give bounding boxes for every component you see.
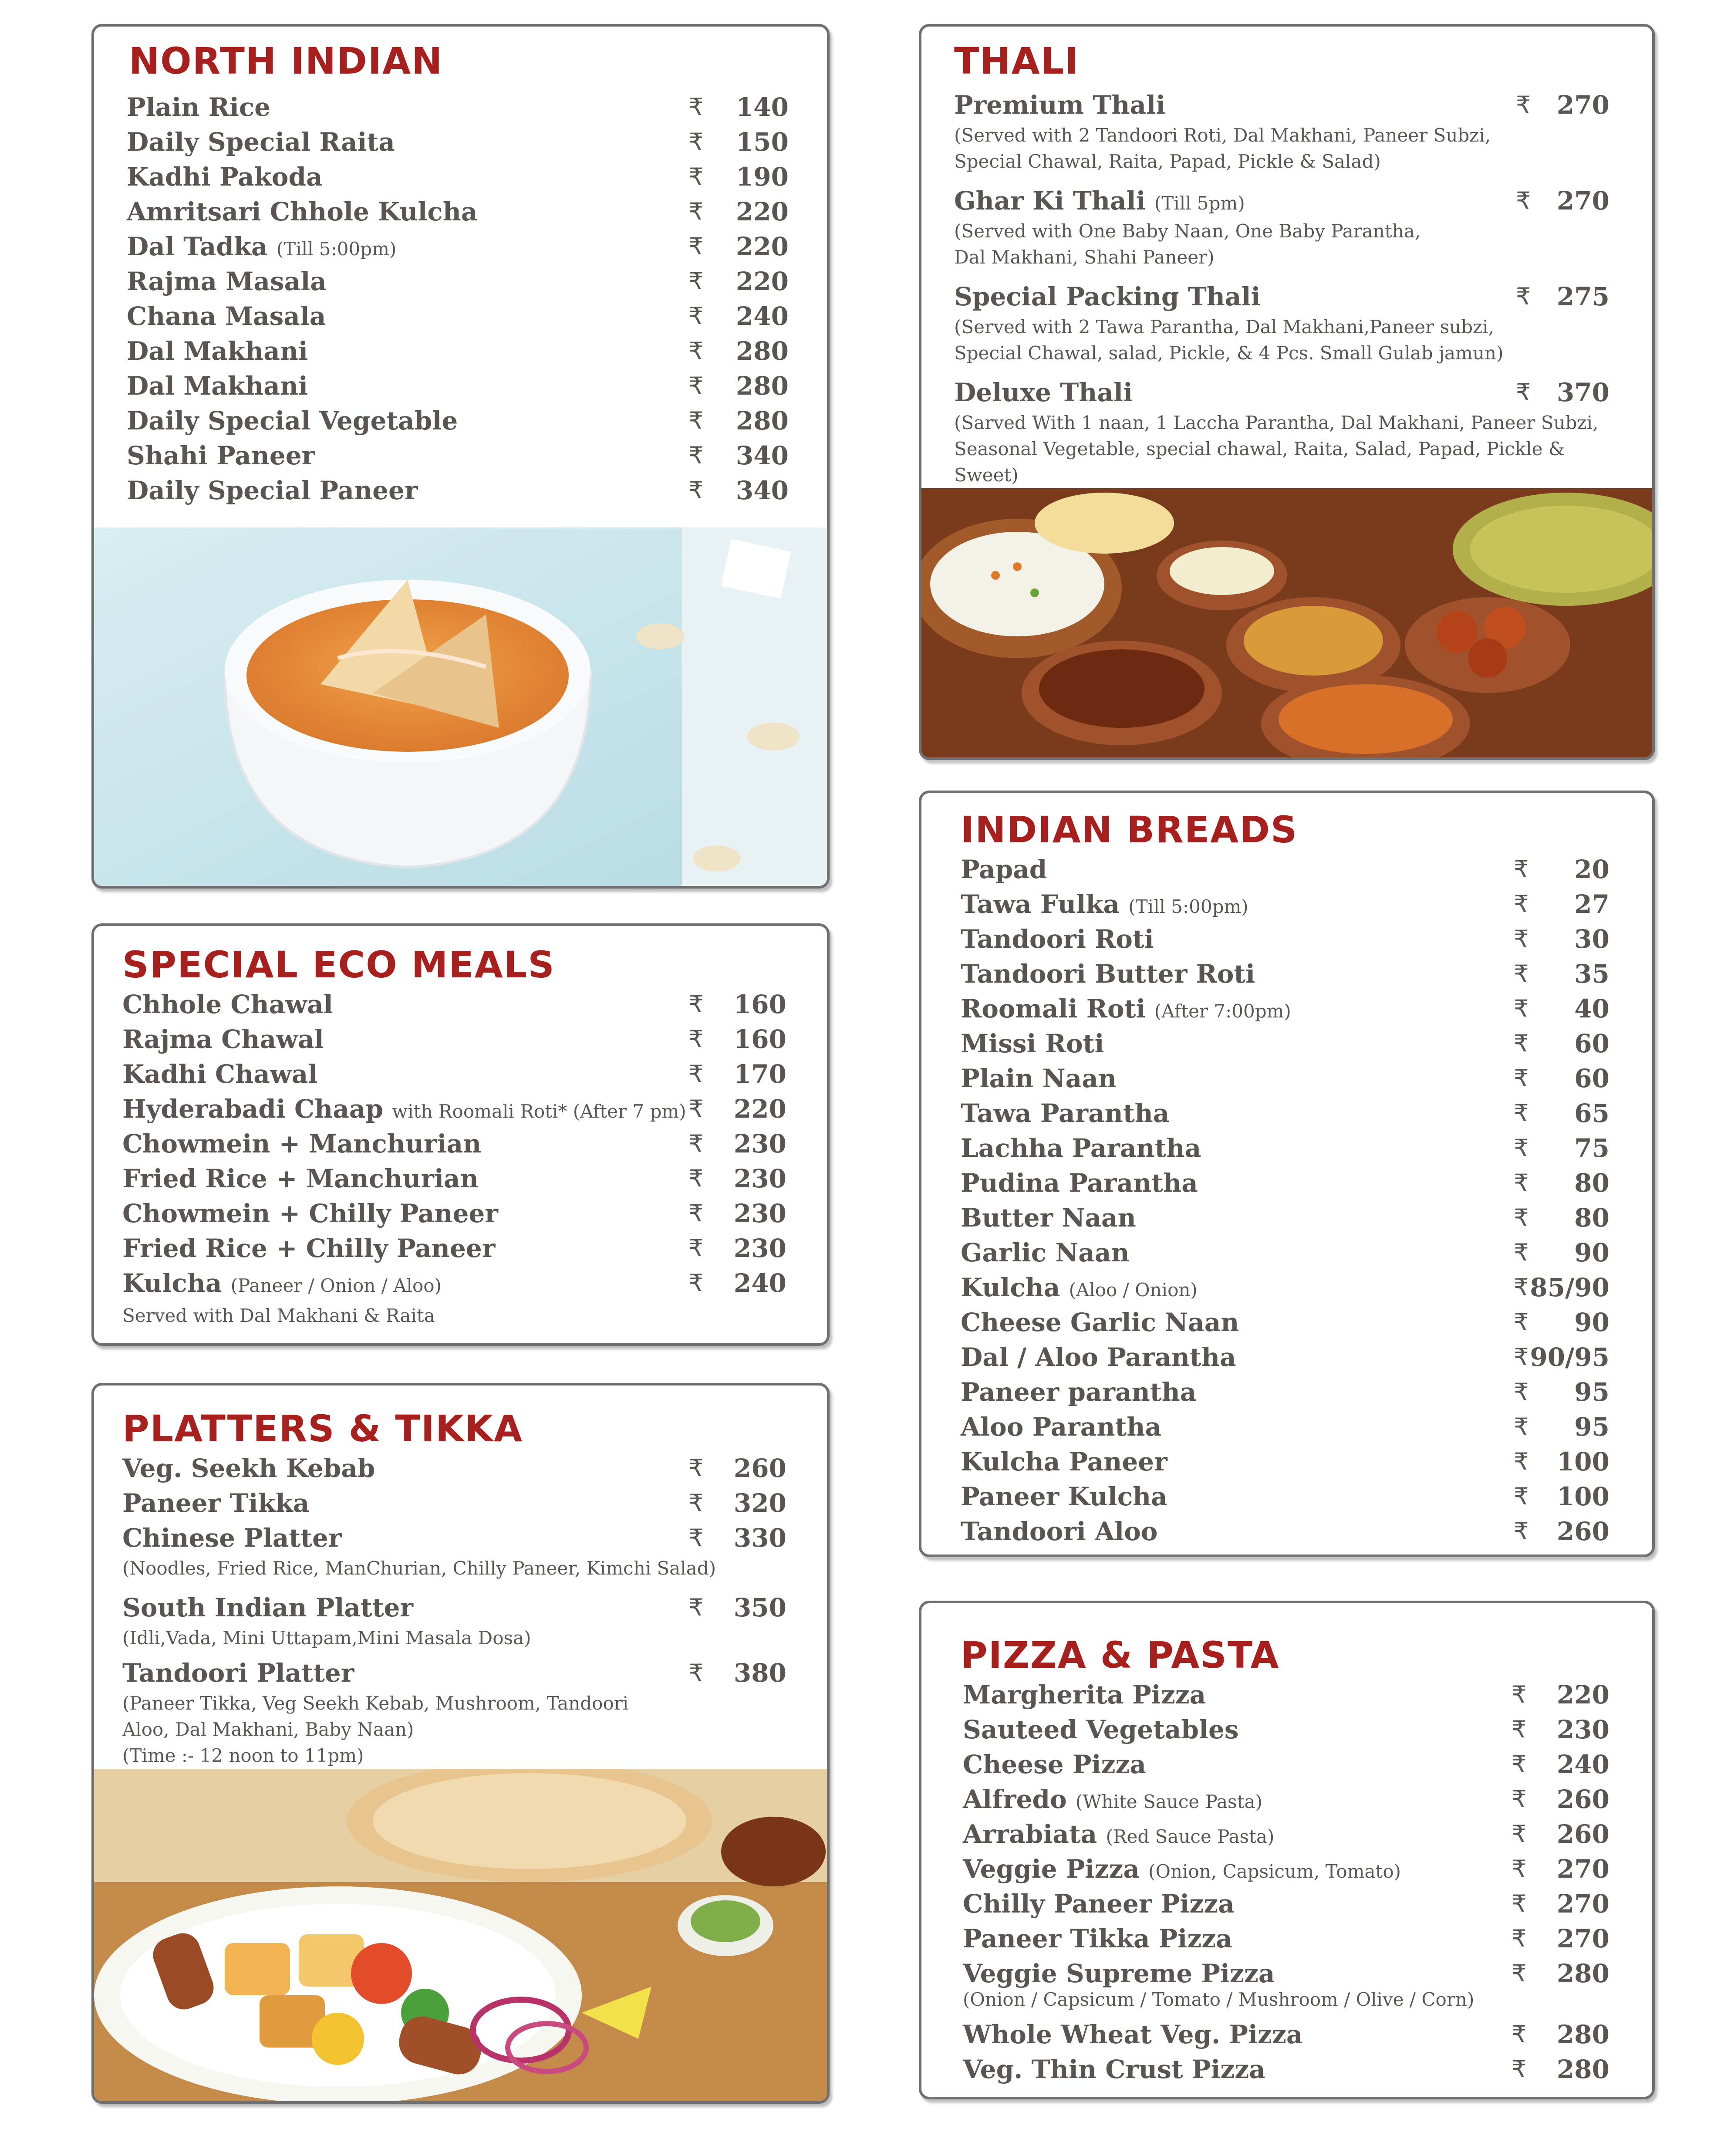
- menu-item: [961, 1514, 1614, 1549]
- item-price: 220: [736, 232, 789, 261]
- item-name: Rajma Chawal: [122, 1024, 324, 1054]
- item-price: 27: [1574, 889, 1609, 919]
- item-description: (Noodles, Fried Rice, ManChurian, Chilly Paneer, Kimchi Salad): [122, 1558, 716, 1579]
- item-price: 280: [1556, 1959, 1609, 1988]
- item-price: 90/95: [1530, 1342, 1609, 1372]
- item-name: Missi Roti: [961, 1029, 1104, 1058]
- item-price: 270: [1556, 1854, 1609, 1884]
- menu-item: [961, 1479, 1614, 1514]
- item-name-text: Dal Tadka: [127, 232, 268, 261]
- item-name: Butter Naan: [961, 1203, 1136, 1233]
- rupee-icon: ₹: [688, 1659, 704, 1686]
- menu-item: [963, 2017, 1616, 2052]
- menu-item: [122, 1196, 802, 1231]
- rupee-icon: ₹: [1514, 1064, 1529, 1092]
- menu-item: [127, 264, 789, 299]
- rupee-icon: ₹: [688, 407, 704, 434]
- item-name: Tandoori Butter Roti: [961, 959, 1255, 989]
- menu-item: [122, 1231, 802, 1266]
- item-price: 280: [736, 336, 789, 366]
- item-description: (Idli,Vada, Mini Uttapam,Mini Masala Dosa): [122, 1627, 531, 1649]
- menu-item: [954, 88, 1633, 122]
- rupee-icon: ₹: [1514, 1239, 1529, 1266]
- rupee-icon: ₹: [1512, 1785, 1527, 1813]
- item-price: 90: [1574, 1308, 1609, 1337]
- rupee-icon: ₹: [1514, 1308, 1529, 1336]
- item-note: (Paneer / Onion / Aloo): [230, 1275, 442, 1296]
- rupee-icon: ₹: [1514, 1099, 1529, 1127]
- item-name: Dal / Aloo Parantha: [961, 1342, 1236, 1372]
- menu-item: [122, 1590, 802, 1625]
- menu-item: [961, 1166, 1614, 1200]
- menu-item: [963, 1782, 1616, 1817]
- rupee-icon: ₹: [1514, 1274, 1529, 1301]
- menu-item: [961, 1235, 1614, 1270]
- item-price: 65: [1574, 1098, 1609, 1128]
- item-price: 240: [733, 1268, 786, 1298]
- thali-panel: [919, 24, 1655, 760]
- item-note: (White Sauce Pasta): [1075, 1791, 1262, 1812]
- item-name: Daily Special Raita: [127, 127, 395, 157]
- item-price: 230: [733, 1233, 786, 1263]
- rupee-icon: ₹: [688, 1454, 704, 1482]
- item-price: 170: [733, 1059, 786, 1089]
- paneer-curry-photo: [94, 527, 827, 886]
- item-price: 75: [1574, 1133, 1609, 1163]
- menu-item: [963, 1712, 1616, 1747]
- item-name: Tandoori Platter: [122, 1658, 354, 1688]
- menu-item: [961, 956, 1614, 991]
- menu-item: [961, 1375, 1614, 1409]
- menu-item: [127, 90, 789, 125]
- item-price: 60: [1574, 1064, 1609, 1093]
- item-price: 160: [733, 990, 786, 1019]
- north-indian-items: [127, 90, 789, 508]
- item-name: Fried Rice + Manchurian: [122, 1164, 479, 1193]
- item-name: Kadhi Pakoda: [127, 162, 323, 192]
- rupee-icon: ₹: [1514, 1134, 1529, 1162]
- item-name: Rajma Masala: [127, 267, 327, 296]
- item-note: with Roomali Roti* (After 7 pm): [392, 1101, 686, 1122]
- item-price: 270: [1556, 1924, 1609, 1953]
- menu-item: [961, 1131, 1614, 1166]
- item-name: Tandoori Aloo: [961, 1517, 1158, 1546]
- item-name: Whole Wheat Veg. Pizza: [963, 2020, 1303, 2049]
- item-name: Plain Rice: [127, 92, 271, 122]
- item-name: Veg. Thin Crust Pizza: [963, 2055, 1265, 2084]
- menu-item: [122, 1092, 802, 1126]
- indian-breads-items: [961, 852, 1614, 1549]
- menu-item: [963, 1921, 1616, 1956]
- item-name-text: Kulcha: [122, 1268, 222, 1298]
- item-name-text: Roomali Roti: [961, 994, 1146, 1024]
- item-price: 80: [1574, 1168, 1609, 1198]
- item-name: Veg. Seekh Kebab: [122, 1453, 375, 1483]
- rupee-icon: ₹: [1512, 1890, 1527, 1917]
- item-timing: (Time :- 12 noon to 11pm): [122, 1745, 364, 1766]
- item-note: (Onion, Capsicum, Tomato): [1148, 1861, 1401, 1882]
- menu-item: [127, 438, 789, 473]
- item-description: (Served with 2 Tandoori Roti, Dal Makhani, Paneer Subzi, Special Chawal, Raita, Papad, Pickle & Salad): [954, 125, 1491, 172]
- item-name: [954, 183, 1245, 221]
- item-price: 350: [733, 1593, 786, 1622]
- item-name: Special Packing Thali: [954, 282, 1261, 311]
- item-price: 260: [1556, 1517, 1609, 1546]
- item-name: Paneer Kulcha: [961, 1482, 1167, 1511]
- menu-item: [122, 987, 802, 1022]
- item-description: (Served with 2 Tawa Parantha, Dal Makhani,Paneer subzi, Special Chawal, salad, Pickle, & 4 Pcs. Small Gulab jamun): [954, 316, 1504, 364]
- special-eco-meals-items: [122, 987, 802, 1301]
- item-name: Tandoori Roti: [961, 924, 1154, 954]
- item-name: [963, 1782, 1262, 1819]
- menu-item: [961, 1409, 1614, 1444]
- menu-item: [961, 1270, 1614, 1305]
- rupee-icon: ₹: [1512, 2055, 1527, 2083]
- pizza-pasta-panel: [919, 1601, 1655, 2099]
- item-name: Garlic Naan: [961, 1238, 1130, 1267]
- menu-item: [122, 1022, 802, 1057]
- item-description: (Sarved With 1 naan, 1 Laccha Parantha, Dal Makhani, Paneer Subzi, Seasonal Vegetable, special chawal, Raita, Salad, Papad, Pickle & Sweet): [954, 412, 1599, 486]
- rupee-icon: ₹: [1512, 2021, 1527, 2048]
- menu-item: [127, 229, 789, 264]
- item-name-text: Hyderabadi Chaap: [122, 1094, 384, 1124]
- menu-item: [961, 1200, 1614, 1235]
- rupee-icon: ₹: [688, 1095, 704, 1122]
- rupee-icon: ₹: [1516, 378, 1531, 406]
- menu-item: [963, 1956, 1616, 1991]
- rupee-icon: ₹: [1514, 1030, 1529, 1057]
- rupee-icon: ₹: [1514, 1378, 1529, 1406]
- item-name: Shahi Paneer: [127, 441, 315, 470]
- item-price: 330: [733, 1523, 786, 1553]
- item-name: Kadhi Chawal: [122, 1059, 318, 1089]
- item-name: Tawa Parantha: [961, 1098, 1170, 1128]
- menu-item: [954, 279, 1633, 314]
- item-price: 260: [1556, 1784, 1609, 1814]
- item-price: 240: [736, 301, 789, 331]
- rupee-icon: ₹: [1512, 1681, 1527, 1708]
- rupee-icon: ₹: [688, 1269, 704, 1297]
- rupee-icon: ₹: [1514, 995, 1529, 1022]
- item-price: 280: [736, 406, 789, 436]
- item-name: Plain Naan: [961, 1064, 1117, 1093]
- rupee-icon: ₹: [688, 1025, 704, 1053]
- item-name: Chilly Paneer Pizza: [963, 1889, 1235, 1919]
- rupee-icon: ₹: [688, 302, 704, 330]
- item-name: Paneer parantha: [961, 1377, 1197, 1407]
- item-price: 280: [1556, 2020, 1609, 2049]
- item-note: (Till 5:00pm): [276, 238, 397, 260]
- item-price: 230: [733, 1129, 786, 1159]
- item-name: Chana Masala: [127, 301, 326, 331]
- menu-item: [961, 991, 1614, 1026]
- rupee-icon: ₹: [688, 442, 704, 469]
- platters-tikka-panel: [91, 1383, 830, 2104]
- rupee-icon: ₹: [1514, 1413, 1529, 1440]
- item-price: 85/90: [1530, 1273, 1609, 1302]
- item-price: 280: [1556, 2055, 1609, 2084]
- item-price: 220: [736, 197, 789, 226]
- rupee-icon: ₹: [688, 476, 704, 504]
- item-name: [961, 991, 1291, 1029]
- thali-illustration: [921, 488, 1652, 757]
- menu-item: [963, 2052, 1616, 2087]
- item-price: 260: [1556, 1819, 1609, 1849]
- thali-items: [954, 88, 1633, 488]
- item-price: 100: [1556, 1482, 1609, 1511]
- item-price: 220: [733, 1094, 786, 1124]
- menu-item: [122, 1656, 802, 1690]
- item-price: 370: [1556, 378, 1609, 407]
- item-note: (Till 5pm): [1154, 193, 1245, 214]
- menu-item: [127, 403, 789, 438]
- item-name-text: Kulcha: [961, 1273, 1060, 1302]
- item-price: 140: [736, 92, 789, 122]
- item-name-text: Tawa Fulka: [961, 889, 1120, 919]
- item-name: Chhole Chawal: [122, 990, 333, 1019]
- menu-item: [127, 334, 789, 368]
- pizza-pasta-items: [963, 1677, 1616, 2087]
- item-description: (Onion / Capsicum / Tomato / Mushroom / Olive / Corn): [963, 1989, 1474, 2010]
- menu-item: [122, 1521, 802, 1555]
- item-name: Lachha Parantha: [961, 1133, 1201, 1163]
- rupee-icon: ₹: [688, 1234, 704, 1262]
- item-price: 190: [736, 162, 789, 192]
- item-name: Fried Rice + Chilly Paneer: [122, 1233, 496, 1263]
- rupee-icon: ₹: [1514, 890, 1529, 918]
- rupee-icon: ₹: [688, 233, 704, 260]
- item-price: 150: [736, 127, 789, 157]
- menu-item: [961, 887, 1614, 922]
- item-name: Paneer Tikka Pizza: [963, 1924, 1232, 1953]
- item-name: [122, 1092, 686, 1129]
- item-name: Cheese Garlic Naan: [961, 1308, 1239, 1337]
- tikka-platter-photo: [94, 1769, 827, 2101]
- menu-item: [961, 1061, 1614, 1096]
- rupee-icon: ₹: [688, 372, 704, 399]
- menu-item: [127, 159, 789, 194]
- item-price: 270: [1556, 186, 1609, 216]
- menu-item: [127, 473, 789, 508]
- rupee-icon: ₹: [1514, 960, 1529, 987]
- rupee-icon: ₹: [688, 267, 704, 295]
- rupee-icon: ₹: [1514, 1448, 1529, 1475]
- item-price: 40: [1574, 994, 1609, 1024]
- menu-item: [122, 1486, 802, 1521]
- item-name: [127, 229, 396, 267]
- rupee-icon: ₹: [1512, 1960, 1527, 1987]
- item-name: Kulcha Paneer: [961, 1447, 1167, 1477]
- item-name: Premium Thali: [954, 90, 1166, 120]
- item-price: 260: [733, 1453, 786, 1483]
- rupee-icon: ₹: [688, 198, 704, 225]
- item-price: 95: [1574, 1412, 1609, 1442]
- rupee-icon: ₹: [688, 128, 704, 155]
- item-price: 30: [1574, 924, 1609, 954]
- menu-item: [961, 1026, 1614, 1061]
- rupee-icon: ₹: [1514, 1169, 1529, 1196]
- menu-item: [122, 1057, 802, 1092]
- tikka-platter-illustration: [94, 1769, 827, 2101]
- item-name: Deluxe Thali: [954, 378, 1133, 407]
- rupee-icon: ₹: [688, 1524, 704, 1551]
- item-name-text: Veggie Pizza: [963, 1854, 1140, 1884]
- menu-item: [963, 1747, 1616, 1782]
- item-price: 270: [1556, 1889, 1609, 1919]
- item-price: 280: [736, 371, 789, 401]
- item-description: (Served with One Baby Naan, One Baby Parantha, Dal Makhani, Shahi Paneer): [954, 220, 1421, 268]
- menu-item: [122, 1126, 802, 1161]
- thali-photo: [921, 488, 1652, 757]
- north-indian-title: NORTH INDIAN: [129, 40, 443, 82]
- item-name: [961, 887, 1248, 924]
- rupee-icon: ₹: [1516, 187, 1531, 214]
- item-price: 100: [1556, 1447, 1609, 1477]
- rupee-icon: ₹: [688, 1594, 704, 1621]
- item-name: Sauteed Vegetables: [963, 1715, 1239, 1744]
- item-name-text: Arrabiata: [963, 1819, 1097, 1849]
- pizza-pasta-title: PIZZA & PASTA: [961, 1634, 1280, 1676]
- item-price: 60: [1574, 1029, 1609, 1058]
- menu-item: [122, 1161, 802, 1196]
- menu-item: [963, 1677, 1616, 1712]
- item-name: [122, 1266, 442, 1303]
- menu-item: [122, 1451, 802, 1486]
- indian-breads-title: INDIAN BREADS: [961, 808, 1298, 851]
- item-price: 90: [1574, 1238, 1609, 1267]
- item-name: [963, 1852, 1401, 1889]
- menu-item: [961, 922, 1614, 956]
- rupee-icon: ₹: [688, 1165, 704, 1192]
- rupee-icon: ₹: [1516, 91, 1531, 118]
- menu-item: [127, 299, 789, 334]
- item-name: Dal Makhani: [127, 336, 308, 366]
- item-name-text: Ghar Ki Thali: [954, 186, 1146, 216]
- menu-item: [954, 375, 1633, 410]
- rupee-icon: ₹: [1514, 1517, 1529, 1545]
- item-price: 240: [1556, 1750, 1609, 1779]
- item-note: (Aloo / Onion): [1069, 1279, 1198, 1301]
- menu-item: [961, 852, 1614, 887]
- rupee-icon: ₹: [688, 1130, 704, 1157]
- item-price: 230: [1556, 1715, 1609, 1744]
- item-name: Paneer Tikka: [122, 1488, 310, 1518]
- north-indian-panel: [91, 24, 830, 889]
- item-name: [961, 1270, 1198, 1308]
- rupee-icon: ₹: [688, 990, 704, 1018]
- item-name: Aloo Parantha: [961, 1412, 1162, 1442]
- item-price: 160: [733, 1024, 786, 1054]
- item-name: Chowmein + Chilly Paneer: [122, 1199, 498, 1228]
- item-name-text: Alfredo: [963, 1784, 1067, 1814]
- rupee-icon: ₹: [1512, 1716, 1527, 1743]
- rupee-icon: ₹: [1514, 1343, 1529, 1371]
- menu-item: [961, 1444, 1614, 1479]
- rupee-icon: ₹: [1516, 283, 1531, 310]
- rupee-icon: ₹: [1514, 925, 1529, 953]
- menu-item: [963, 1817, 1616, 1852]
- rupee-icon: ₹: [1512, 1925, 1527, 1952]
- item-price: 230: [733, 1199, 786, 1228]
- special-eco-meals-title: SPECIAL ECO MEALS: [122, 943, 555, 986]
- rupee-icon: ₹: [688, 163, 704, 190]
- item-price: 270: [1556, 90, 1609, 120]
- item-price: 340: [736, 476, 789, 505]
- item-price: 80: [1574, 1203, 1609, 1233]
- rupee-icon: ₹: [1514, 855, 1529, 883]
- item-name: Cheese Pizza: [963, 1750, 1146, 1779]
- item-name: South Indian Platter: [122, 1593, 413, 1622]
- menu-item: [963, 1886, 1616, 1921]
- rupee-icon: ₹: [1512, 1820, 1527, 1848]
- item-name: Daily Special Vegetable: [127, 406, 458, 436]
- item-name: [963, 1817, 1274, 1854]
- platters-tikka-title: PLATTERS & TIKKA: [122, 1407, 523, 1450]
- rupee-icon: ₹: [688, 93, 704, 121]
- platters-tikka-items: [122, 1451, 802, 1769]
- rupee-icon: ₹: [688, 1060, 704, 1088]
- item-name: Pudina Parantha: [961, 1168, 1198, 1198]
- item-name: Veggie Supreme Pizza: [963, 1959, 1275, 1988]
- item-name: Daily Special Paneer: [127, 476, 418, 505]
- menu-item: [961, 1305, 1614, 1340]
- item-price: 95: [1574, 1377, 1609, 1407]
- thali-title: THALI: [954, 40, 1080, 82]
- rupee-icon: ₹: [1512, 1855, 1527, 1882]
- item-note: (After 7:00pm): [1154, 1000, 1291, 1022]
- rupee-icon: ₹: [688, 337, 704, 365]
- paneer-curry-illustration: [94, 527, 827, 886]
- item-price: 230: [733, 1164, 786, 1193]
- menu-item: [122, 1266, 802, 1301]
- item-name: Chowmein + Manchurian: [122, 1129, 482, 1159]
- item-price: 320: [733, 1488, 786, 1518]
- item-name: Amritsari Chhole Kulcha: [127, 197, 478, 226]
- item-price: 275: [1556, 282, 1609, 311]
- item-note: (Red Sauce Pasta): [1106, 1826, 1275, 1847]
- rupee-icon: ₹: [688, 1200, 704, 1227]
- item-price: 20: [1574, 855, 1609, 884]
- item-name: Chinese Platter: [122, 1523, 342, 1553]
- menu-item: [961, 1096, 1614, 1131]
- item-price: 340: [736, 441, 789, 470]
- special-eco-meals-panel: [91, 923, 830, 1346]
- item-description: (Paneer Tikka, Veg Seekh Kebab, Mushroom, Tandoori Aloo, Dal Makhani, Baby Naan): [122, 1693, 629, 1740]
- item-note: (Till 5:00pm): [1128, 896, 1248, 917]
- rupee-icon: ₹: [1514, 1204, 1529, 1231]
- rupee-icon: ₹: [688, 1489, 704, 1517]
- item-price: 220: [736, 267, 789, 296]
- item-price: 220: [1556, 1680, 1609, 1710]
- menu-item: [127, 368, 789, 403]
- rupee-icon: ₹: [1512, 1750, 1527, 1778]
- item-price: 35: [1574, 959, 1609, 989]
- menu-item: [961, 1340, 1614, 1375]
- menu-item: [127, 125, 789, 159]
- item-name: Dal Makhani: [127, 371, 308, 401]
- eco-meals-footnote: Served with Dal Makhani & Raita: [122, 1305, 435, 1326]
- indian-breads-panel: [919, 791, 1655, 1557]
- menu-item: [127, 194, 789, 229]
- item-price: 380: [733, 1658, 786, 1688]
- item-name: Papad: [961, 855, 1047, 884]
- rupee-icon: ₹: [1514, 1483, 1529, 1510]
- menu-item: [954, 183, 1633, 218]
- item-name: Margherita Pizza: [963, 1680, 1206, 1710]
- menu-item: [963, 1852, 1616, 1886]
